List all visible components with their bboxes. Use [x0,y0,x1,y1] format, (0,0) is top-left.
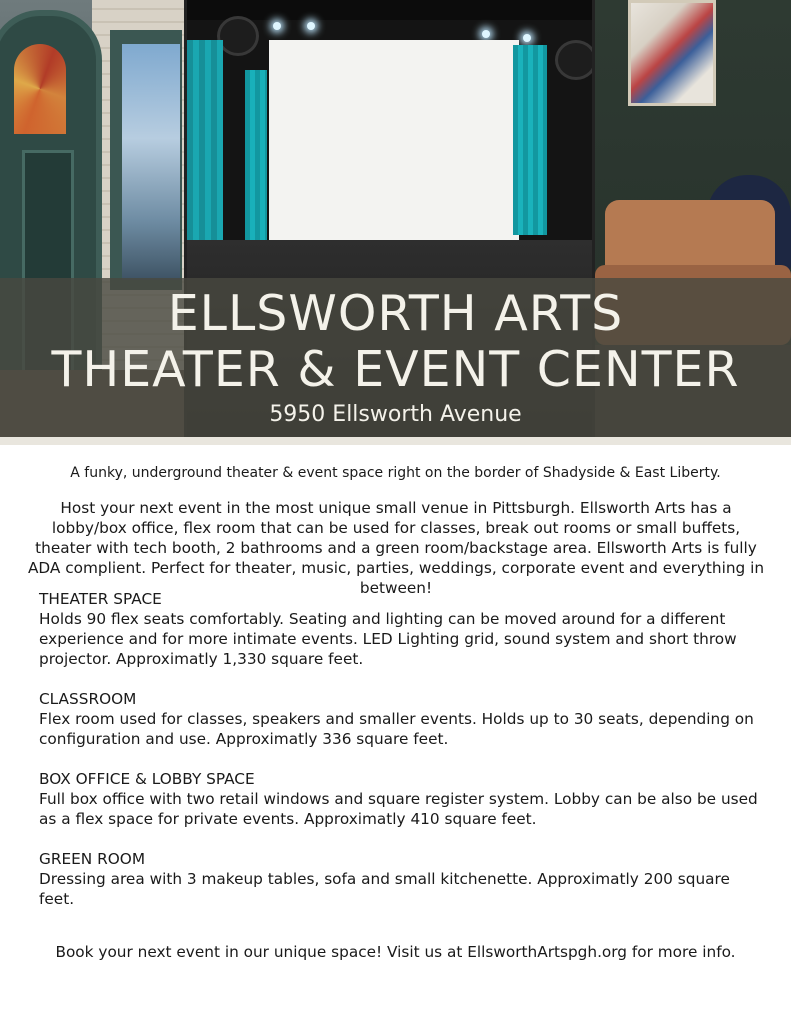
space-section-box-office [39,769,759,829]
hero-divider [0,437,791,445]
space-section-theater [39,589,759,669]
light-glow [523,34,531,42]
stage-light [217,16,259,56]
intro-paragraph: Host your next event in the most unique small venue in Pittsburgh. Ellsworth Arts has a lobby/box office, flex room that can be used for classes, break out rooms or small buffets, theater with tech booth, 2 bathrooms and a green room/backstage area. Ellsworth Arts is fully ADA complient. Perfect for theater, music, parties, weddings, corporate event and everything in between! [27,499,765,597]
page-title-line-2: THEATER & EVENT CENTER [51,341,740,398]
call-to-action-footer: Book your next event in our unique space! Visit us at EllsworthArtspgh.org for more info. [55,943,736,961]
light-glow [307,22,315,30]
space-section-classroom [39,689,759,749]
storefront-window-glass [122,44,180,280]
section-body: Holds 90 flex seats comfortably. Seating and lighting can be moved around for a different experience and for more intimate events. LED Lighting grid, sound system and short throw projector. Approximatly 1,330 square feet. [39,610,737,668]
hero-banner [0,0,791,437]
light-glow [273,22,281,30]
venue-address: 5950 Ellsworth Avenue [269,402,522,427]
lighting-truss [187,0,592,20]
stained-glass-fanlight [14,44,66,134]
teal-curtain-left-inner [245,70,267,240]
section-heading: THEATER SPACE [39,590,162,608]
projection-screen [269,40,519,245]
section-heading: GREEN ROOM [39,850,146,868]
space-section-green-room [39,849,759,909]
teal-curtain-right [513,45,547,235]
section-heading: BOX OFFICE & LOBBY SPACE [39,770,255,788]
section-body: Flex room used for classes, speakers and smaller events. Holds up to 30 seats, depending on configuration and use. Approximatly 336 square feet. [39,710,754,748]
page-title-line-1: ELLSWORTH ARTS [167,285,624,342]
tagline: A funky, underground theater & event space right on the border of Shadyside & East Liberty. [70,465,721,481]
abstract-painting [628,0,716,106]
section-heading: CLASSROOM [39,690,137,708]
light-glow [482,30,490,38]
space-list [39,589,759,929]
section-body: Full box office with two retail windows and square register system. Lobby can be also be used as a flex space for private events. Approximatly 410 square feet. [39,790,758,828]
section-body: Dressing area with 3 makeup tables, sofa and small kitchenette. Approximatly 200 square feet. [39,870,730,908]
stage-light [555,40,592,80]
